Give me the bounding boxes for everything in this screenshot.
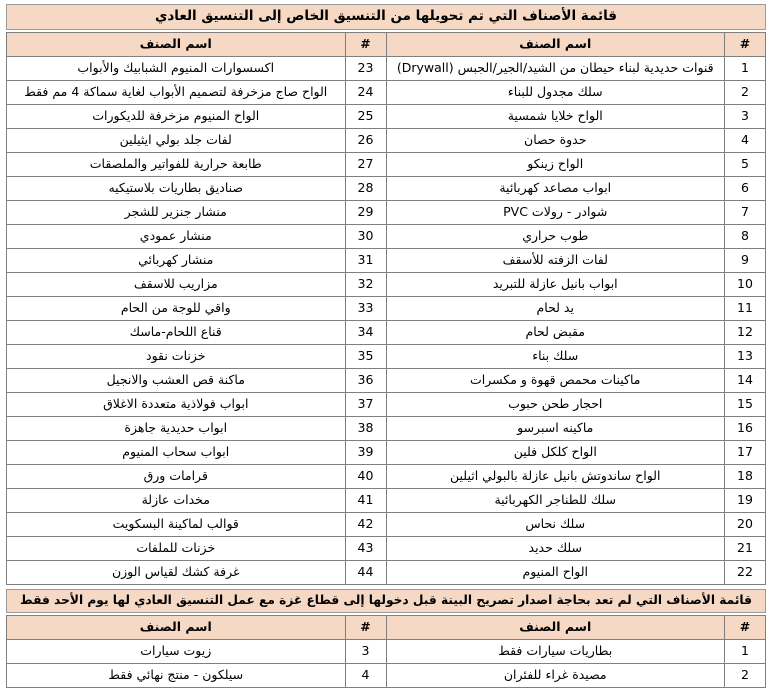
main-table-body [7, 56, 766, 584]
row-num: 8 [725, 224, 766, 248]
row-num: 37 [345, 392, 386, 416]
row-name: قنوات حديدية لبناء حيطان من الشيد/الجير/الجبس (Drywall) [386, 56, 725, 80]
row-num: 13 [725, 344, 766, 368]
row-num: 1 [725, 640, 766, 664]
table-row [7, 464, 766, 488]
row-num: 9 [725, 248, 766, 272]
header-num-right: # [725, 32, 766, 56]
row-num: 23 [345, 56, 386, 80]
table-row [7, 248, 766, 272]
header-num-left: # [345, 32, 386, 56]
row-num: 33 [345, 296, 386, 320]
secondary-table-body [7, 640, 766, 688]
row-num: 44 [345, 560, 386, 584]
table-row [7, 80, 766, 104]
row-num: 2 [725, 664, 766, 688]
table-row [7, 640, 766, 664]
row-num: 18 [725, 464, 766, 488]
row-name: احجار طحن حبوب [386, 392, 725, 416]
table-row [7, 104, 766, 128]
row-name: الواح المنيوم [386, 560, 725, 584]
row-name: سلك بناء [386, 344, 725, 368]
row-name: الواح ساندوتش بانيل عازلة بالبولي اثيلين [386, 464, 725, 488]
row-name: صناديق بطاريات بلاستيكيه [7, 176, 346, 200]
table-row [7, 224, 766, 248]
row-name: لفات الزفته للأسقف [386, 248, 725, 272]
row-name: زيوت سيارات [7, 640, 346, 664]
row-name: الواح زينكو [386, 152, 725, 176]
row-num: 21 [725, 536, 766, 560]
row-num: 15 [725, 392, 766, 416]
row-num: 7 [725, 200, 766, 224]
row-name: منشار كهربائي [7, 248, 346, 272]
row-name: ابواب حديدية جاهزة [7, 416, 346, 440]
row-name: ابواب فولاذية متعددة الاغلاق [7, 392, 346, 416]
table-row [7, 200, 766, 224]
row-name: حدوة حصان [386, 128, 725, 152]
row-num: 35 [345, 344, 386, 368]
row-name: مقبض لحام [386, 320, 725, 344]
row-name: منشار جنزير للشجر [7, 200, 346, 224]
table-row [7, 272, 766, 296]
row-num: 34 [345, 320, 386, 344]
table-row [7, 512, 766, 536]
row-num: 12 [725, 320, 766, 344]
table-row [7, 296, 766, 320]
row-num: 22 [725, 560, 766, 584]
row-num: 31 [345, 248, 386, 272]
row-num: 20 [725, 512, 766, 536]
row-num: 38 [345, 416, 386, 440]
row-name: مزاريب للاسقف [7, 272, 346, 296]
table-row [7, 416, 766, 440]
table-row [7, 536, 766, 560]
table-row [7, 664, 766, 688]
row-num: 29 [345, 200, 386, 224]
table-row [7, 344, 766, 368]
row-name: خزنات نقود [7, 344, 346, 368]
row-name: سيلكون - منتج نهائي فقط [7, 664, 346, 688]
row-name: شوادر - رولات PVC [386, 200, 725, 224]
row-num: 36 [345, 368, 386, 392]
row-num: 17 [725, 440, 766, 464]
row-num: 41 [345, 488, 386, 512]
row-num: 27 [345, 152, 386, 176]
row-num: 28 [345, 176, 386, 200]
secondary-title: قائمة الأصناف التي لم تعد بحاجة اصدار تصريح البينة قبل دخولها إلى قطاع غزة مع عمل التنسيق العادي لها يوم الأحد فقط [6, 589, 766, 613]
row-name: واقي للوجة من الحام [7, 296, 346, 320]
row-name: سلك للطناجر الكهربائية [386, 488, 725, 512]
header-name-right: اسم الصنف [386, 32, 725, 56]
row-num: 3 [345, 640, 386, 664]
row-num: 6 [725, 176, 766, 200]
row-num: 25 [345, 104, 386, 128]
row-num: 24 [345, 80, 386, 104]
row-name: طابعة حرارية للفواتير والملصقات [7, 152, 346, 176]
row-num: 10 [725, 272, 766, 296]
row-num: 1 [725, 56, 766, 80]
row-name: قناع اللحام-ماسك [7, 320, 346, 344]
table-row [7, 176, 766, 200]
row-num: 42 [345, 512, 386, 536]
row-name: مخدات عازلة [7, 488, 346, 512]
row-name: خزنات للملفات [7, 536, 346, 560]
row-num: 39 [345, 440, 386, 464]
row-num: 30 [345, 224, 386, 248]
row-name: منشار عمودي [7, 224, 346, 248]
main-table [6, 32, 766, 585]
row-name: سلك مجدول للبناء [386, 80, 725, 104]
row-num: 4 [725, 128, 766, 152]
row-name: بطاريات سيارات فقط [386, 640, 725, 664]
row-name: الواح خلايا شمسية [386, 104, 725, 128]
row-num: 32 [345, 272, 386, 296]
row-name: ابواب سحاب المنيوم [7, 440, 346, 464]
row-name: قوالب لماكينة البسكويت [7, 512, 346, 536]
row-name: مصيدة غراء للفئران [386, 664, 725, 688]
row-name: الواح صاج مزخرفة لتصميم الأبواب لغاية سماكة 4 مم فقط [7, 80, 346, 104]
header-num-right: # [725, 616, 766, 640]
row-num: 26 [345, 128, 386, 152]
row-name: يد لحام [386, 296, 725, 320]
table-row [7, 560, 766, 584]
row-num: 11 [725, 296, 766, 320]
row-num: 19 [725, 488, 766, 512]
row-num: 5 [725, 152, 766, 176]
row-name: ماكينات محمص قهوة و مكسرات [386, 368, 725, 392]
row-name: ابواب مصاعد كهربائية [386, 176, 725, 200]
row-num: 43 [345, 536, 386, 560]
row-num: 14 [725, 368, 766, 392]
row-name: طوب حراري [386, 224, 725, 248]
header-name-left: اسم الصنف [7, 616, 346, 640]
row-name: الواح المنيوم مزخرفة للديكورات [7, 104, 346, 128]
row-name: غرفة كشك لقياس الوزن [7, 560, 346, 584]
row-name: الواح كلكل فلين [386, 440, 725, 464]
row-num: 4 [345, 664, 386, 688]
row-name: ماكينه اسبرسو [386, 416, 725, 440]
header-name-right: اسم الصنف [386, 616, 725, 640]
table-header-row [7, 32, 766, 56]
table-row [7, 152, 766, 176]
row-name: لفات جلد بولي ايثيلين [7, 128, 346, 152]
row-name: ابواب بانيل عازلة للتبريد [386, 272, 725, 296]
table-row [7, 320, 766, 344]
main-title: قائمة الأصناف التي تم تحويلها من التنسيق الخاص إلى التنسيق العادي [6, 4, 766, 30]
row-name: ماكنة قص العشب والانجيل [7, 368, 346, 392]
header-name-left: اسم الصنف [7, 32, 346, 56]
row-name: قرامات ورق [7, 464, 346, 488]
table-row [7, 392, 766, 416]
row-num: 2 [725, 80, 766, 104]
table-row [7, 368, 766, 392]
header-num-left: # [345, 616, 386, 640]
row-name: اكسسوارات المنيوم الشبابيك والأبواب [7, 56, 346, 80]
row-num: 16 [725, 416, 766, 440]
row-name: سلك حديد [386, 536, 725, 560]
row-num: 40 [345, 464, 386, 488]
row-num: 3 [725, 104, 766, 128]
table-row [7, 488, 766, 512]
table-row [7, 128, 766, 152]
table-row [7, 56, 766, 80]
secondary-table [6, 615, 766, 688]
table-row [7, 440, 766, 464]
secondary-header-row [7, 616, 766, 640]
row-name: سلك نحاس [386, 512, 725, 536]
